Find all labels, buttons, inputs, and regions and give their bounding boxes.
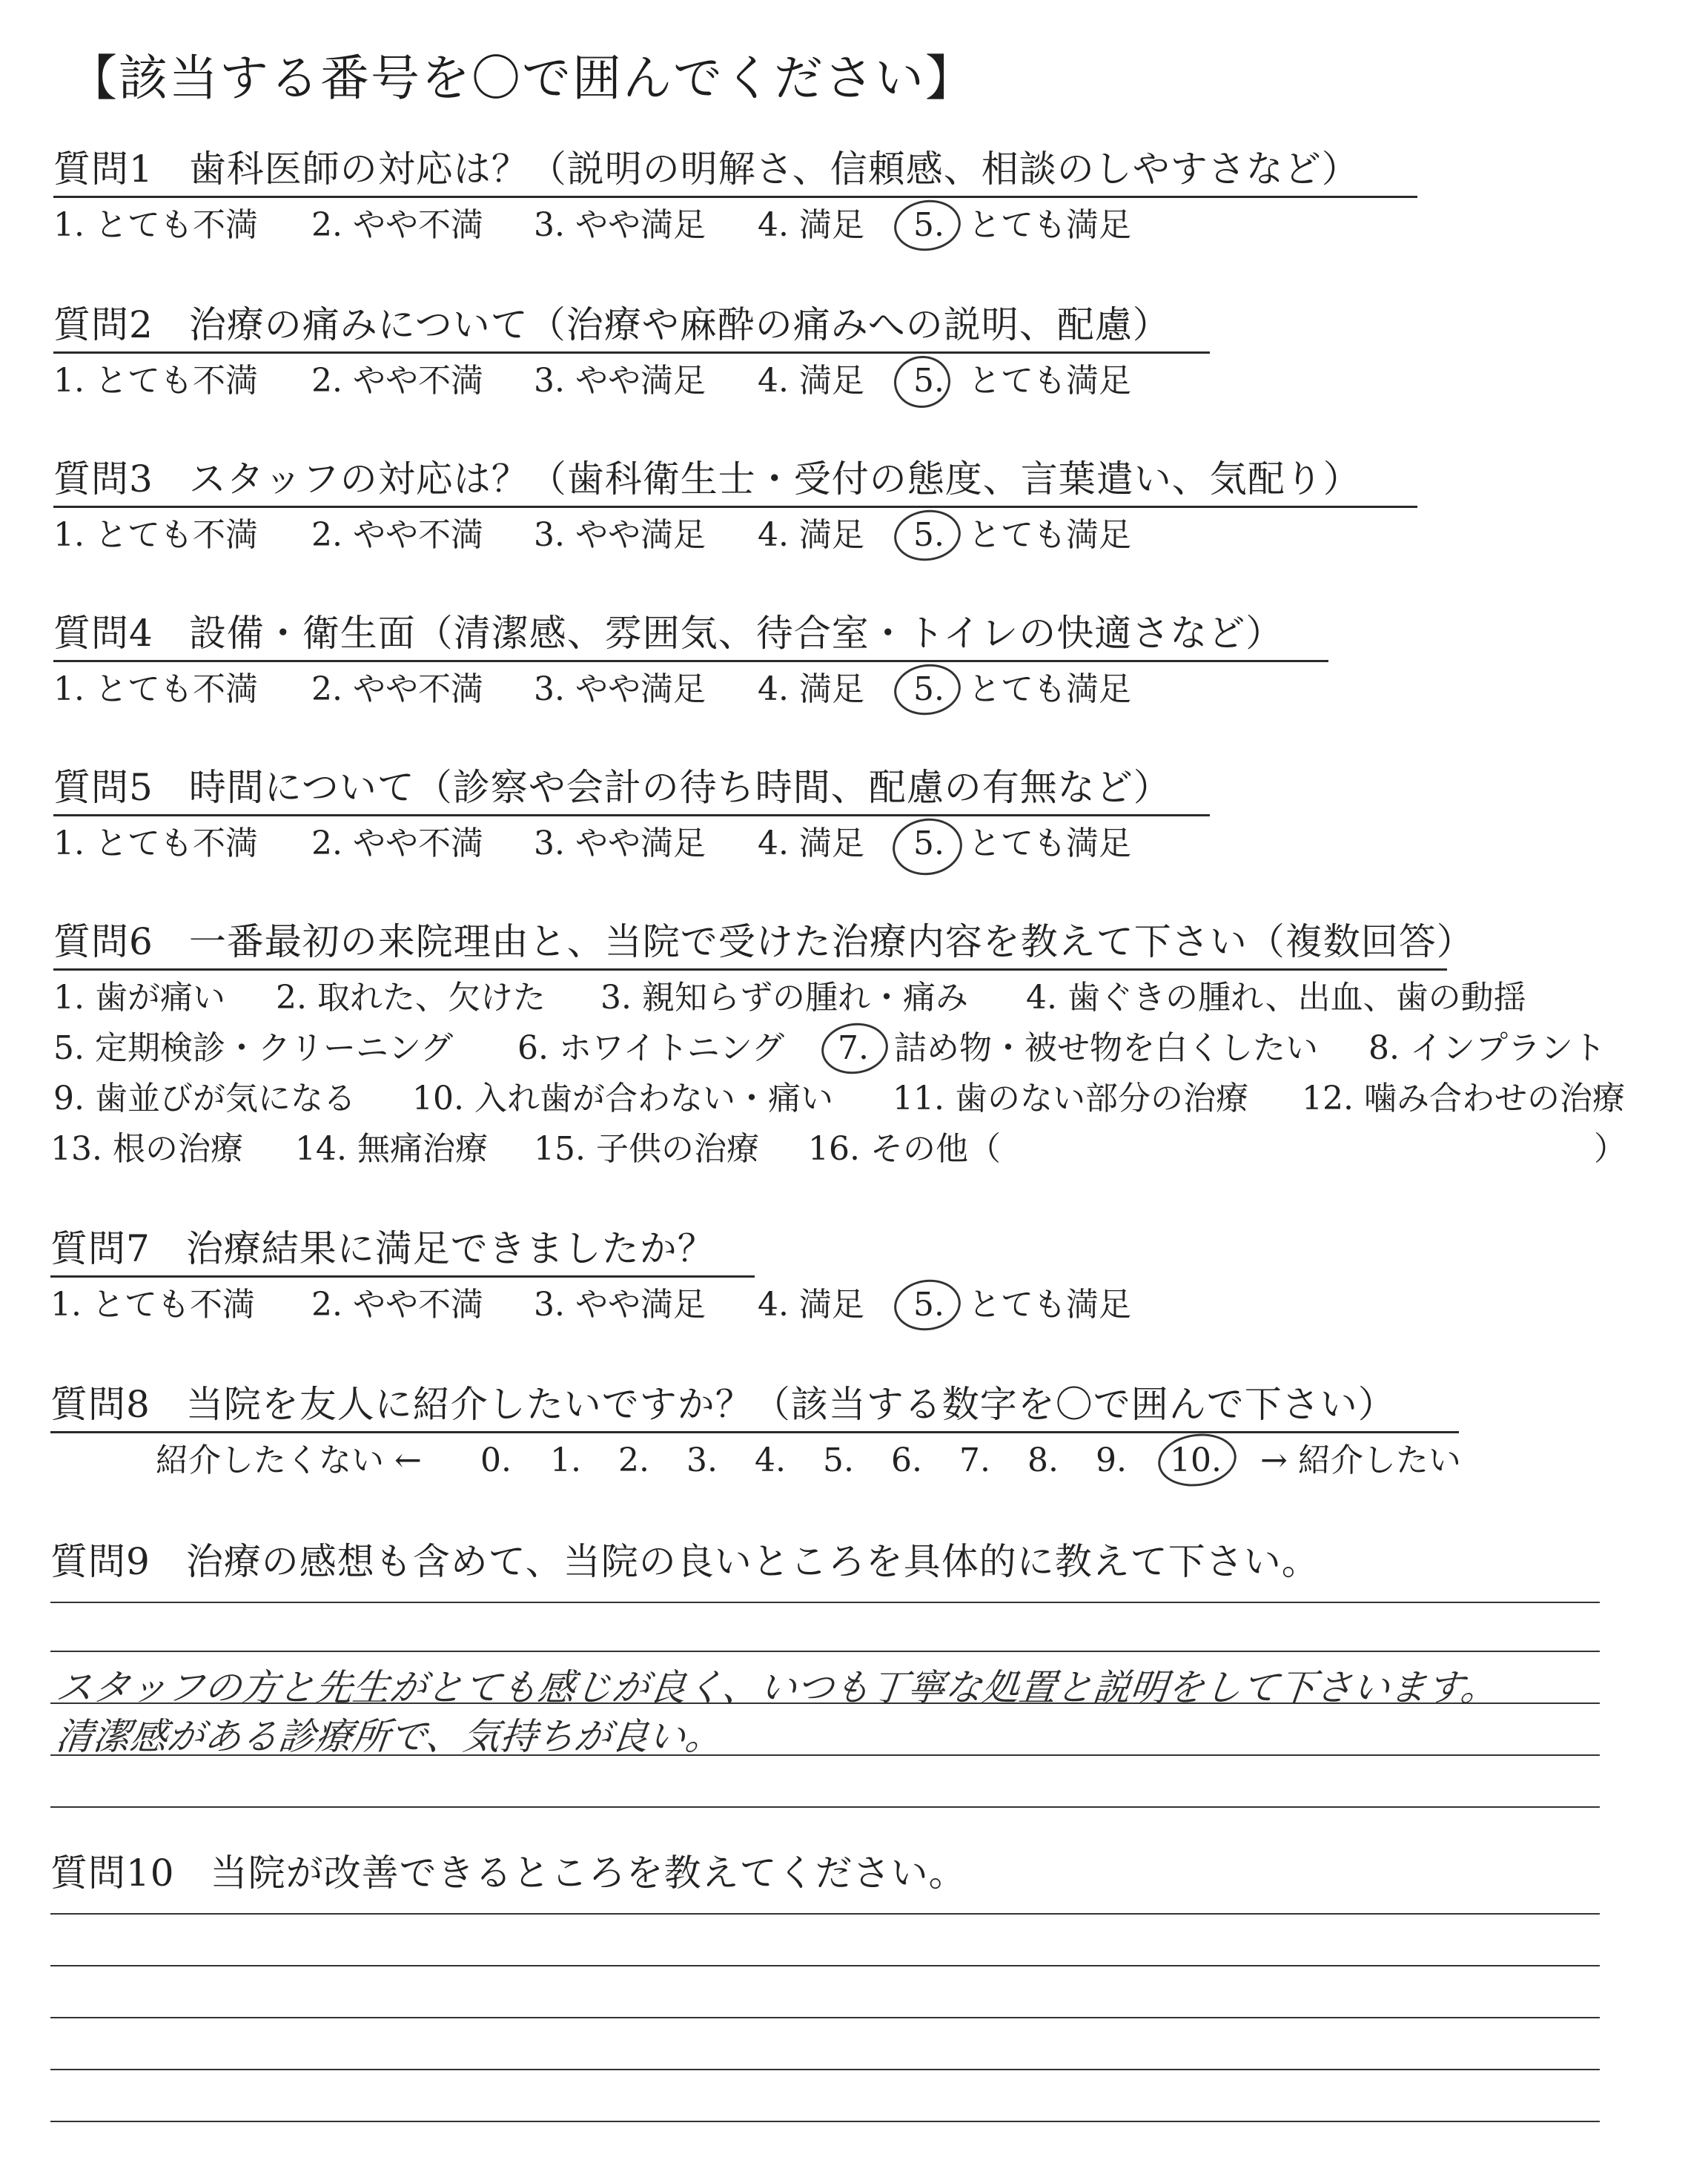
question-underline <box>53 968 1447 971</box>
question-underline <box>53 660 1328 662</box>
option-5-label: とても満足 <box>968 1286 1131 1324</box>
question-text: 治療の痛みについて（治療や麻酔の痛みへの説明、配慮） <box>188 303 1171 346</box>
question-number: 質問7 <box>50 1227 150 1270</box>
question-text: 一番最初の来院理由と、当院で受けた治療内容を教えて下さい（複数回答） <box>188 920 1474 963</box>
option-2[interactable]: 2. やや不満 <box>311 670 483 708</box>
option-3[interactable]: 3. やや満足 <box>534 362 706 400</box>
question-text: 当院が改善できるところを教えてください。 <box>210 1852 967 1895</box>
question-1 <box>53 147 1360 191</box>
option-4[interactable]: 4. 満足 <box>758 516 864 554</box>
option-3[interactable]: 3. やや満足 <box>534 1286 706 1324</box>
option-5[interactable]: 5. <box>913 670 944 708</box>
selection-circle <box>1155 1429 1240 1491</box>
question-text: 治療の感想も含めて、当院の良いところを具体的に教えて下さい。 <box>185 1540 1320 1583</box>
question-text: 時間について（診察や会計の待ち時間、配慮の有無など） <box>188 766 1171 809</box>
answer-line <box>50 1651 1600 1652</box>
treatment-option[interactable]: 5. 定期検診・クリーニング <box>53 1029 454 1067</box>
question-underline <box>53 351 1210 354</box>
option-5[interactable]: 5. <box>913 1286 944 1324</box>
treatment-option[interactable]: 15. 子供の治療 <box>534 1130 759 1168</box>
treatment-option[interactable]: 14. 無痛治療 <box>295 1130 488 1168</box>
question-number: 質問6 <box>53 920 153 963</box>
option-5[interactable]: 5. <box>913 516 944 554</box>
treatment-option[interactable]: 1. 歯が痛い <box>53 979 225 1017</box>
option-5[interactable]: 5. <box>913 206 944 244</box>
option-3[interactable]: 3. やや満足 <box>534 670 706 708</box>
question-number: 質問9 <box>50 1540 150 1583</box>
question-6 <box>53 919 1474 964</box>
treatment-option-other[interactable]: 16. その他（ <box>808 1130 1001 1168</box>
option-4[interactable]: 4. 満足 <box>758 362 864 400</box>
scale-option[interactable]: 6. <box>891 1441 922 1479</box>
option-3[interactable]: 3. やや満足 <box>534 516 706 554</box>
page-title: 【該当する番号を〇で囲んでください】 <box>68 50 976 107</box>
answer-line <box>50 1965 1600 1966</box>
scale-option[interactable]: 7. <box>959 1441 990 1479</box>
scale-option[interactable]: 9. <box>1096 1441 1127 1479</box>
question-underline <box>53 196 1417 198</box>
answer-line <box>50 2121 1600 2122</box>
option-4[interactable]: 4. 満足 <box>758 825 864 862</box>
other-close-paren: ） <box>1594 1130 1626 1168</box>
option-1[interactable]: 1. とても不満 <box>53 206 258 244</box>
option-5-label: とても満足 <box>968 362 1131 400</box>
question-number: 質問3 <box>53 458 153 501</box>
question-underline <box>50 1431 1459 1433</box>
option-1[interactable]: 1. とても不満 <box>53 516 258 554</box>
selection-circle <box>818 1019 892 1078</box>
question-4 <box>53 611 1283 655</box>
option-1[interactable]: 1. とても不満 <box>50 1286 255 1324</box>
option-5-label: とても満足 <box>968 670 1131 708</box>
treatment-option[interactable]: 11. 歯のない部分の治療 <box>893 1080 1248 1117</box>
scale-left-label: 紹介したくない ← <box>156 1441 422 1479</box>
scale-option[interactable]: 8. <box>1027 1441 1059 1479</box>
question-number: 質問4 <box>53 612 153 655</box>
scale-option[interactable]: 2. <box>618 1441 649 1479</box>
question-8 <box>50 1382 1396 1427</box>
handwritten-answer-line-2: 清潔感がある診療所で、気持ちが良い。 <box>53 1715 725 1758</box>
question-text: スタッフの対応は？（歯科衛生士・受付の態度、言葉遣い、気配り） <box>188 458 1361 501</box>
treatment-option[interactable]: 詰め物・被せ物を白くしたい <box>894 1029 1318 1067</box>
answer-line <box>50 1602 1600 1603</box>
option-4[interactable]: 4. 満足 <box>758 670 864 708</box>
treatment-option[interactable]: 2. 取れた、欠けた <box>276 979 546 1017</box>
question-underline <box>50 1275 755 1278</box>
option-4[interactable]: 4. 満足 <box>758 206 864 244</box>
scale-right-label: → 紹介したい <box>1260 1441 1461 1479</box>
question-text: 治療結果に満足できましたか？ <box>185 1227 715 1270</box>
selection-circle <box>891 196 964 255</box>
treatment-option[interactable]: 3. 親知らずの腫れ・痛み <box>600 979 968 1017</box>
answer-line <box>50 1913 1600 1915</box>
treatment-option[interactable]: 12. 噛み合わせの治療 <box>1302 1080 1625 1117</box>
treatment-option[interactable]: 8. インプラント <box>1368 1029 1606 1067</box>
question-number: 質問5 <box>53 766 153 809</box>
option-5[interactable]: 5. <box>913 362 944 400</box>
option-1[interactable]: 1. とても不満 <box>53 362 258 400</box>
handwritten-answer-line-1: スタッフの方と先生がとても感じが良く、いつも丁寧な処置と説明をして下さいます。 <box>53 1666 1500 1709</box>
question-7 <box>50 1226 715 1271</box>
question-text: 歯科医師の対応は？（説明の明解さ、信頼感、相談のしやすさなど） <box>188 148 1360 191</box>
option-1[interactable]: 1. とても不満 <box>53 825 258 862</box>
question-9 <box>50 1539 1320 1584</box>
selection-circle <box>889 814 966 879</box>
option-2[interactable]: 2. やや不満 <box>311 206 483 244</box>
question-underline <box>53 506 1417 508</box>
scale-option[interactable]: 3. <box>686 1441 718 1479</box>
scale-option-10[interactable]: 10. <box>1170 1441 1222 1479</box>
scale-option[interactable]: 1. <box>550 1441 581 1479</box>
option-1[interactable]: 1. とても不満 <box>53 670 258 708</box>
selection-circle <box>891 1275 964 1335</box>
treatment-option-7[interactable]: 7. <box>838 1029 869 1067</box>
question-5 <box>53 765 1171 810</box>
option-5[interactable]: 5. <box>913 825 944 862</box>
question-number: 質問10 <box>50 1852 175 1895</box>
question-text: 当院を友人に紹介したいですか？（該当する数字を〇で囲んで下さい） <box>185 1383 1396 1426</box>
scale-option[interactable]: 0. <box>480 1441 512 1479</box>
selection-circle <box>891 660 964 719</box>
option-2[interactable]: 2. やや不満 <box>311 825 483 862</box>
question-number: 質問2 <box>53 303 153 346</box>
treatment-option[interactable]: 10. 入れ歯が合わない・痛い <box>412 1080 833 1117</box>
option-3[interactable]: 3. やや満足 <box>534 825 706 862</box>
answer-line <box>50 1806 1600 1808</box>
question-text: 設備・衛生面（清潔感、雰囲気、待合室・トイレの快適さなど） <box>188 612 1284 655</box>
option-4[interactable]: 4. 満足 <box>758 1286 864 1324</box>
question-10 <box>50 1851 967 1895</box>
question-underline <box>53 814 1210 816</box>
option-5-label: とても満足 <box>968 516 1131 554</box>
question-number: 質問1 <box>53 148 153 191</box>
option-2[interactable]: 2. やや不満 <box>311 1286 483 1324</box>
option-5-label: とても満足 <box>968 825 1131 862</box>
scale-option[interactable]: 4. <box>755 1441 786 1479</box>
option-2[interactable]: 2. やや不満 <box>311 516 483 554</box>
question-3 <box>53 457 1361 501</box>
answer-line <box>50 2017 1600 2018</box>
treatment-option[interactable]: 4. 歯ぐきの腫れ、出血、歯の動揺 <box>1026 979 1526 1017</box>
option-3[interactable]: 3. やや満足 <box>534 206 706 244</box>
question-2 <box>53 303 1171 347</box>
treatment-option[interactable]: 6. ホワイトニング <box>517 1029 785 1067</box>
option-5-label: とても満足 <box>968 206 1131 244</box>
treatment-option[interactable]: 13. 根の治療 <box>50 1130 243 1168</box>
scale-option[interactable]: 5. <box>823 1441 854 1479</box>
question-number: 質問8 <box>50 1383 150 1426</box>
selection-circle <box>891 506 964 565</box>
treatment-option[interactable]: 9. 歯並びが気になる <box>53 1080 356 1117</box>
answer-line <box>50 2069 1600 2070</box>
option-2[interactable]: 2. やや不満 <box>311 362 483 400</box>
